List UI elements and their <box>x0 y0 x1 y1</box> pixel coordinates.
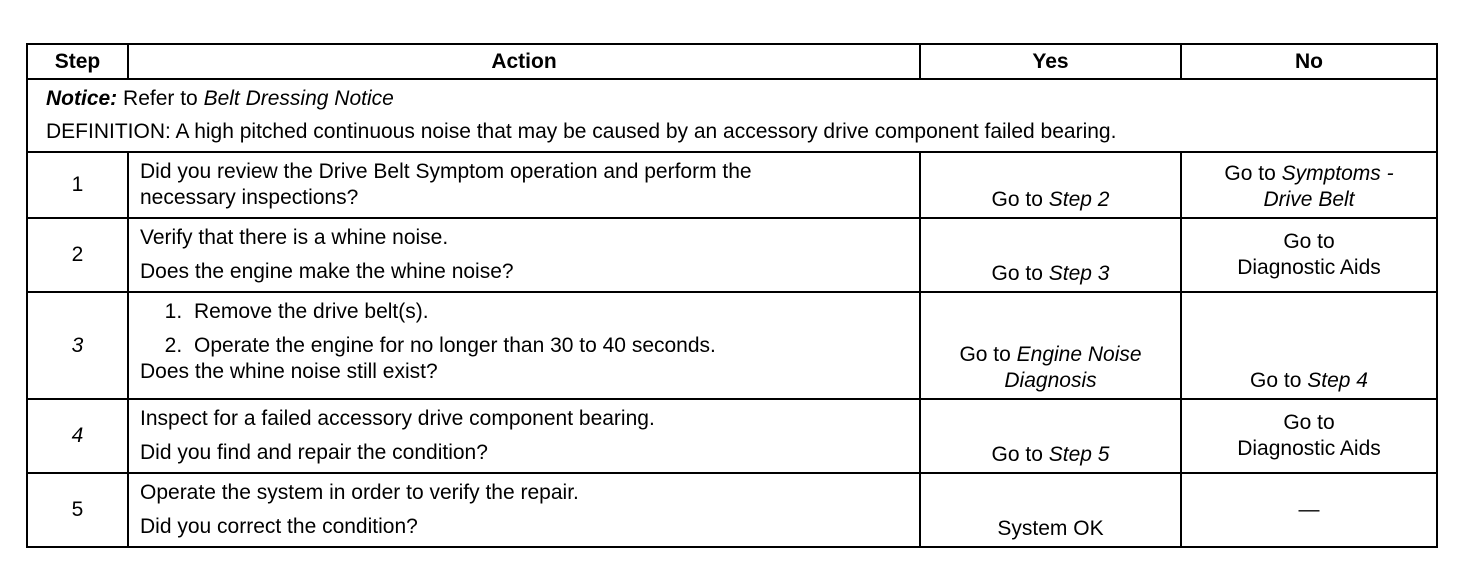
no-link[interactable]: Diagnostic Aids <box>1237 256 1381 279</box>
table-row <box>27 218 1437 292</box>
action-cell <box>128 152 920 218</box>
no-text: Go to <box>1283 411 1335 434</box>
yes-link[interactable]: Engine Noise <box>1016 343 1142 366</box>
no-link[interactable]: Step 4 <box>1307 369 1368 392</box>
action-text: Does the engine make the whine noise? <box>140 260 514 283</box>
no-cell <box>1181 292 1437 399</box>
notice-text: Refer to <box>117 87 204 110</box>
table-row <box>27 473 1437 547</box>
action-cell <box>128 399 920 473</box>
yes-prefix: Go to <box>959 343 1017 366</box>
table-row <box>27 292 1437 399</box>
action-text: Operate the system in order to verify the repair. <box>140 481 579 504</box>
header-step: Step <box>27 44 128 79</box>
action-text: Verify that there is a whine noise. <box>140 226 449 249</box>
no-cell <box>1181 473 1437 547</box>
yes-text: System OK <box>997 517 1104 540</box>
table-row <box>27 399 1437 473</box>
yes-cell <box>920 399 1181 473</box>
notice-link[interactable]: Belt Dressing Notice <box>203 87 394 110</box>
header-row <box>27 44 1437 79</box>
step-number-text: 3 <box>71 333 84 357</box>
action-text: Did you correct the condition? <box>140 515 418 538</box>
notice-label: Notice: <box>46 87 118 110</box>
no-cell <box>1181 218 1437 292</box>
step-number: 5 <box>27 473 128 547</box>
action-text: necessary inspections? <box>140 186 359 209</box>
yes-prefix: Go to <box>991 188 1049 211</box>
action-cell <box>128 218 920 292</box>
yes-link[interactable]: Step 5 <box>1048 443 1110 466</box>
yes-cell <box>920 473 1181 547</box>
yes-link-cont[interactable]: Diagnosis <box>1004 369 1097 392</box>
step-number-text: 4 <box>71 424 84 447</box>
no-text: Go to <box>1283 230 1335 253</box>
yes-prefix: Go to <box>991 443 1049 466</box>
action-list-item: 1. Remove the drive belt(s). <box>188 299 909 325</box>
action-text: Did you find and repair the condition? <box>140 441 488 464</box>
no-link-cont[interactable]: Drive Belt <box>1263 188 1355 211</box>
notice-line <box>46 86 1425 112</box>
action-text: Does the whine noise still exist? <box>140 360 438 383</box>
no-prefix: Go to <box>1224 162 1282 185</box>
no-text: — <box>1298 498 1320 521</box>
yes-cell <box>920 152 1181 218</box>
step-number: 1 <box>27 152 128 218</box>
notice-row <box>27 79 1437 152</box>
yes-link[interactable]: Step 3 <box>1048 262 1110 285</box>
action-cell <box>128 473 920 547</box>
yes-link[interactable]: Step 2 <box>1048 188 1110 211</box>
notice-cell <box>27 79 1437 152</box>
header-no: No <box>1181 44 1437 79</box>
no-cell <box>1181 399 1437 473</box>
action-list <box>140 299 909 359</box>
no-prefix: Go to <box>1250 369 1308 392</box>
step-number <box>27 399 128 473</box>
step-number: 2 <box>27 218 128 292</box>
action-text: Inspect for a failed accessory drive component bearing. <box>140 407 655 430</box>
action-list-item: 2. Operate the engine for no longer than 30 to 40 seconds. <box>188 333 909 359</box>
yes-prefix: Go to <box>991 262 1049 285</box>
yes-cell <box>920 292 1181 399</box>
header-action: Action <box>128 44 920 79</box>
no-link[interactable]: Diagnostic Aids <box>1237 437 1381 460</box>
action-text: Did you review the Drive Belt Symptom operation and perform the <box>140 160 752 183</box>
header-yes: Yes <box>920 44 1181 79</box>
yes-cell <box>920 218 1181 292</box>
definition-line: DEFINITION: A high pitched continuous noise that may be caused by an accessory drive component failed bearing. <box>46 120 1117 143</box>
table-row <box>27 152 1437 218</box>
action-cell <box>128 292 920 399</box>
step-number <box>27 292 128 399</box>
no-link[interactable]: Symptoms - <box>1281 162 1394 185</box>
diagnostic-table <box>26 43 1438 548</box>
no-cell <box>1181 152 1437 218</box>
